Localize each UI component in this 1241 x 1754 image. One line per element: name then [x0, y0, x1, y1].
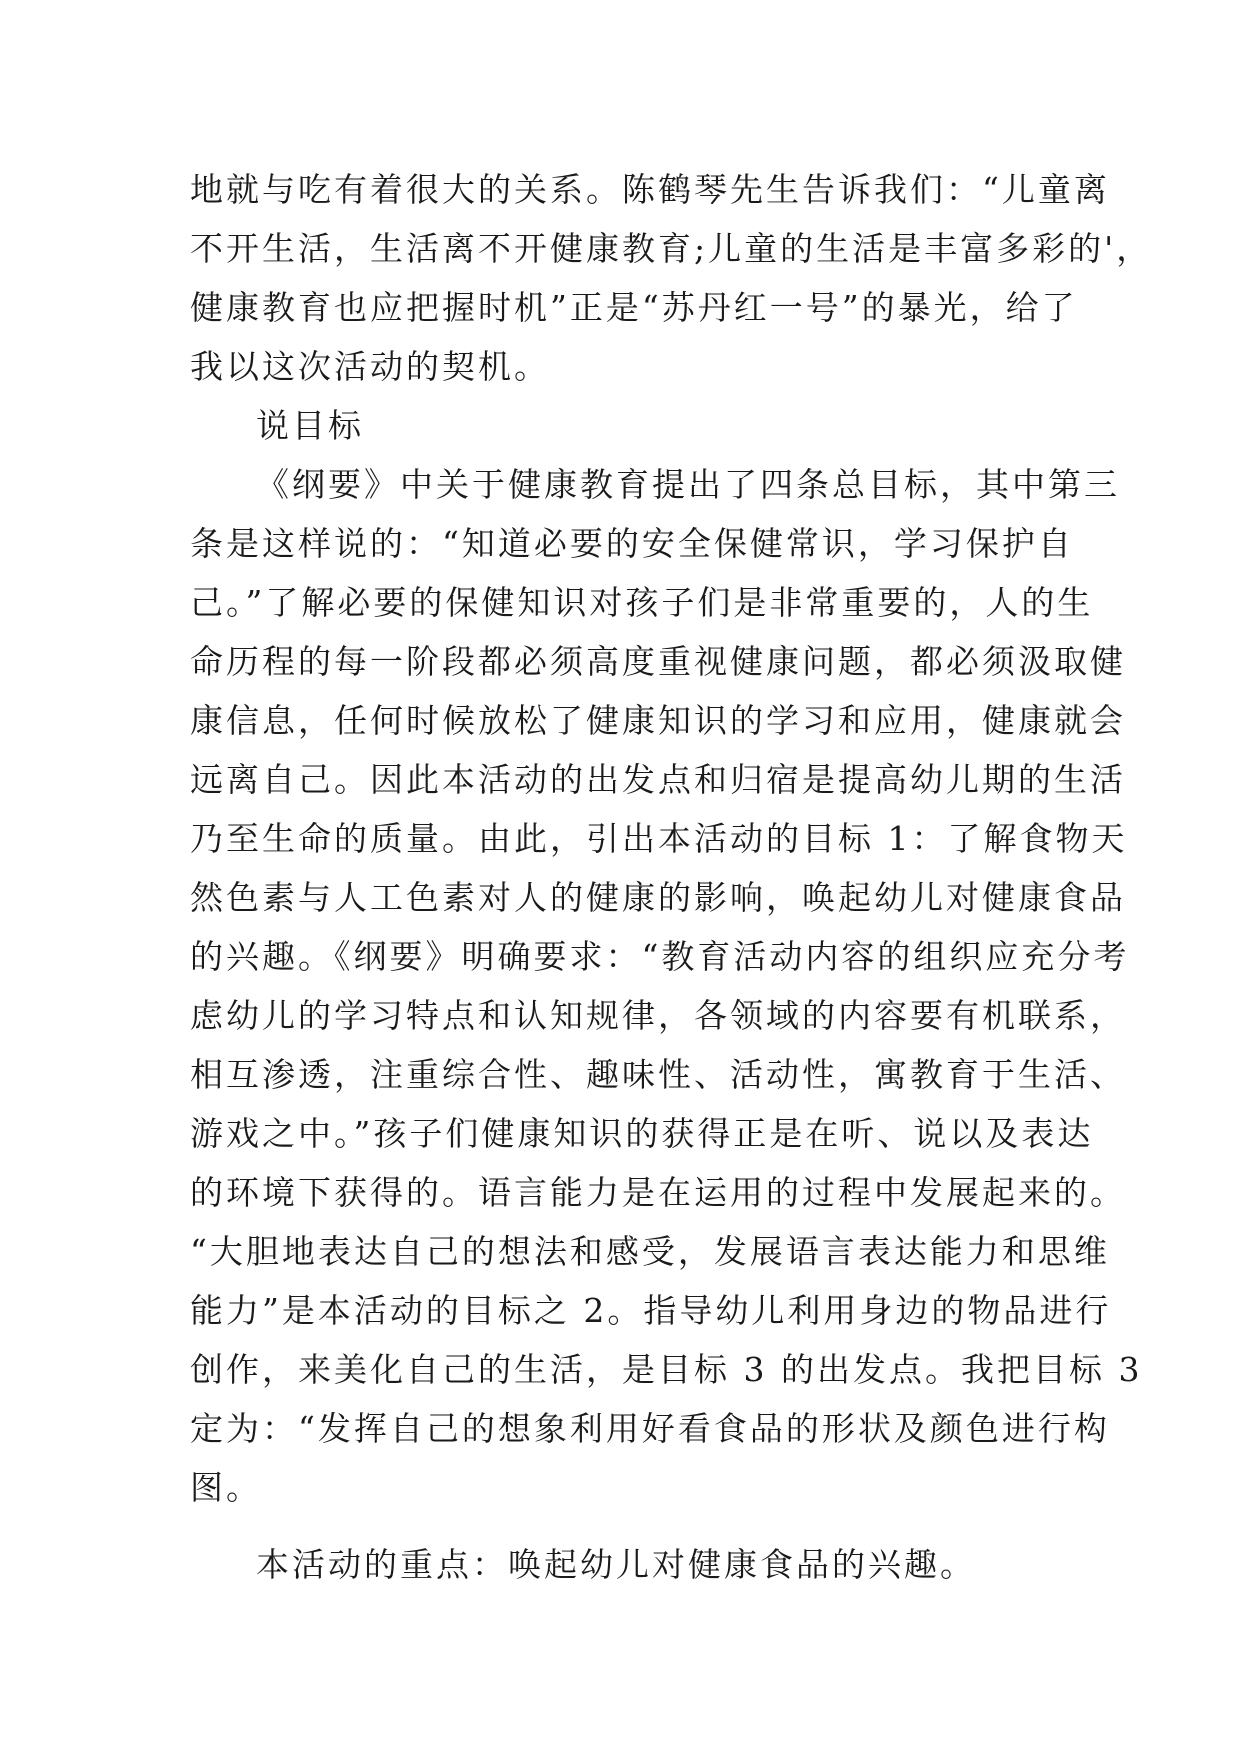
paragraph-spacer [190, 1517, 1070, 1535]
text-line: 康信息，任何时候放松了健康知识的学习和应用，健康就会 [190, 701, 1126, 740]
text-line: 己。”了解必要的保健知识对孩子们是非常重要的，人的生 [190, 583, 1094, 622]
section-heading-goals: 说目标 [256, 406, 364, 445]
text-line: 游戏之中。”孩子们健康知识的获得正是在听、说以及表达 [190, 1114, 1094, 1153]
text-line: 的环境下获得的。语言能力是在运用的过程中发展起来的。 [190, 1173, 1126, 1212]
goals-paragraph [190, 455, 1143, 1517]
intro-paragraph [190, 160, 1153, 396]
text-line: 图。 [190, 1468, 262, 1507]
text-line: 《纲要》中关于健康教育提出了四条总目标，其中第三 [256, 465, 1120, 504]
text-line: 虑幼儿的学习特点和认知规律，各领域的内容要有机联系， [190, 996, 1126, 1035]
text-line: 我以这次活动的契机。 [190, 347, 550, 386]
text-line: 定为：“发挥自己的想象利用好看食品的形状及颜色进行构 [190, 1409, 1110, 1448]
text-line: 命历程的每一阶段都必须高度重视健康问题，都必须汲取健 [190, 642, 1126, 681]
text-line: 地就与吃有着很大的关系。陈鹤琴先生告诉我们：“儿童离 [190, 170, 1110, 209]
focus-paragraph: 本活动的重点：唤起幼儿对健康食品的兴趣。 [256, 1545, 976, 1584]
text-line: “大胆地表达自己的想法和感受，发展语言表达能力和思维 [190, 1232, 1110, 1271]
text-line: 健康教育也应把握时机”正是“苏丹红一号”的暴光，给了 [190, 288, 1078, 327]
text-line: 乃至生命的质量。由此，引出本活动的目标 1：了解食物天 [190, 819, 1128, 858]
text-line: 远离自己。因此本活动的出发点和归宿是提高幼儿期的生活 [190, 760, 1126, 799]
text-line: 的兴趣。《纲要》明确要求：“教育活动内容的组织应充分考 [190, 937, 1130, 976]
document-body [190, 160, 1153, 1594]
text-line: 不开生活，生活离不开健康教育;儿童的生活是丰富多彩的'， [190, 229, 1153, 268]
text-line: 条是这样说的：“知道必要的安全保健常识，学习保护自 [190, 524, 1074, 563]
text-line: 然色素与人工色素对人的健康的影响，唤起幼儿对健康食品 [190, 878, 1126, 917]
text-line: 能力”是本活动的目标之 2。指导幼儿利用身边的物品进行 [190, 1291, 1112, 1330]
text-line: 创作，来美化自己的生活，是目标 3 的出发点。我把目标 3 [190, 1350, 1143, 1389]
text-line: 相互渗透，注重综合性、趣味性、活动性，寓教育于生活、 [190, 1055, 1126, 1094]
